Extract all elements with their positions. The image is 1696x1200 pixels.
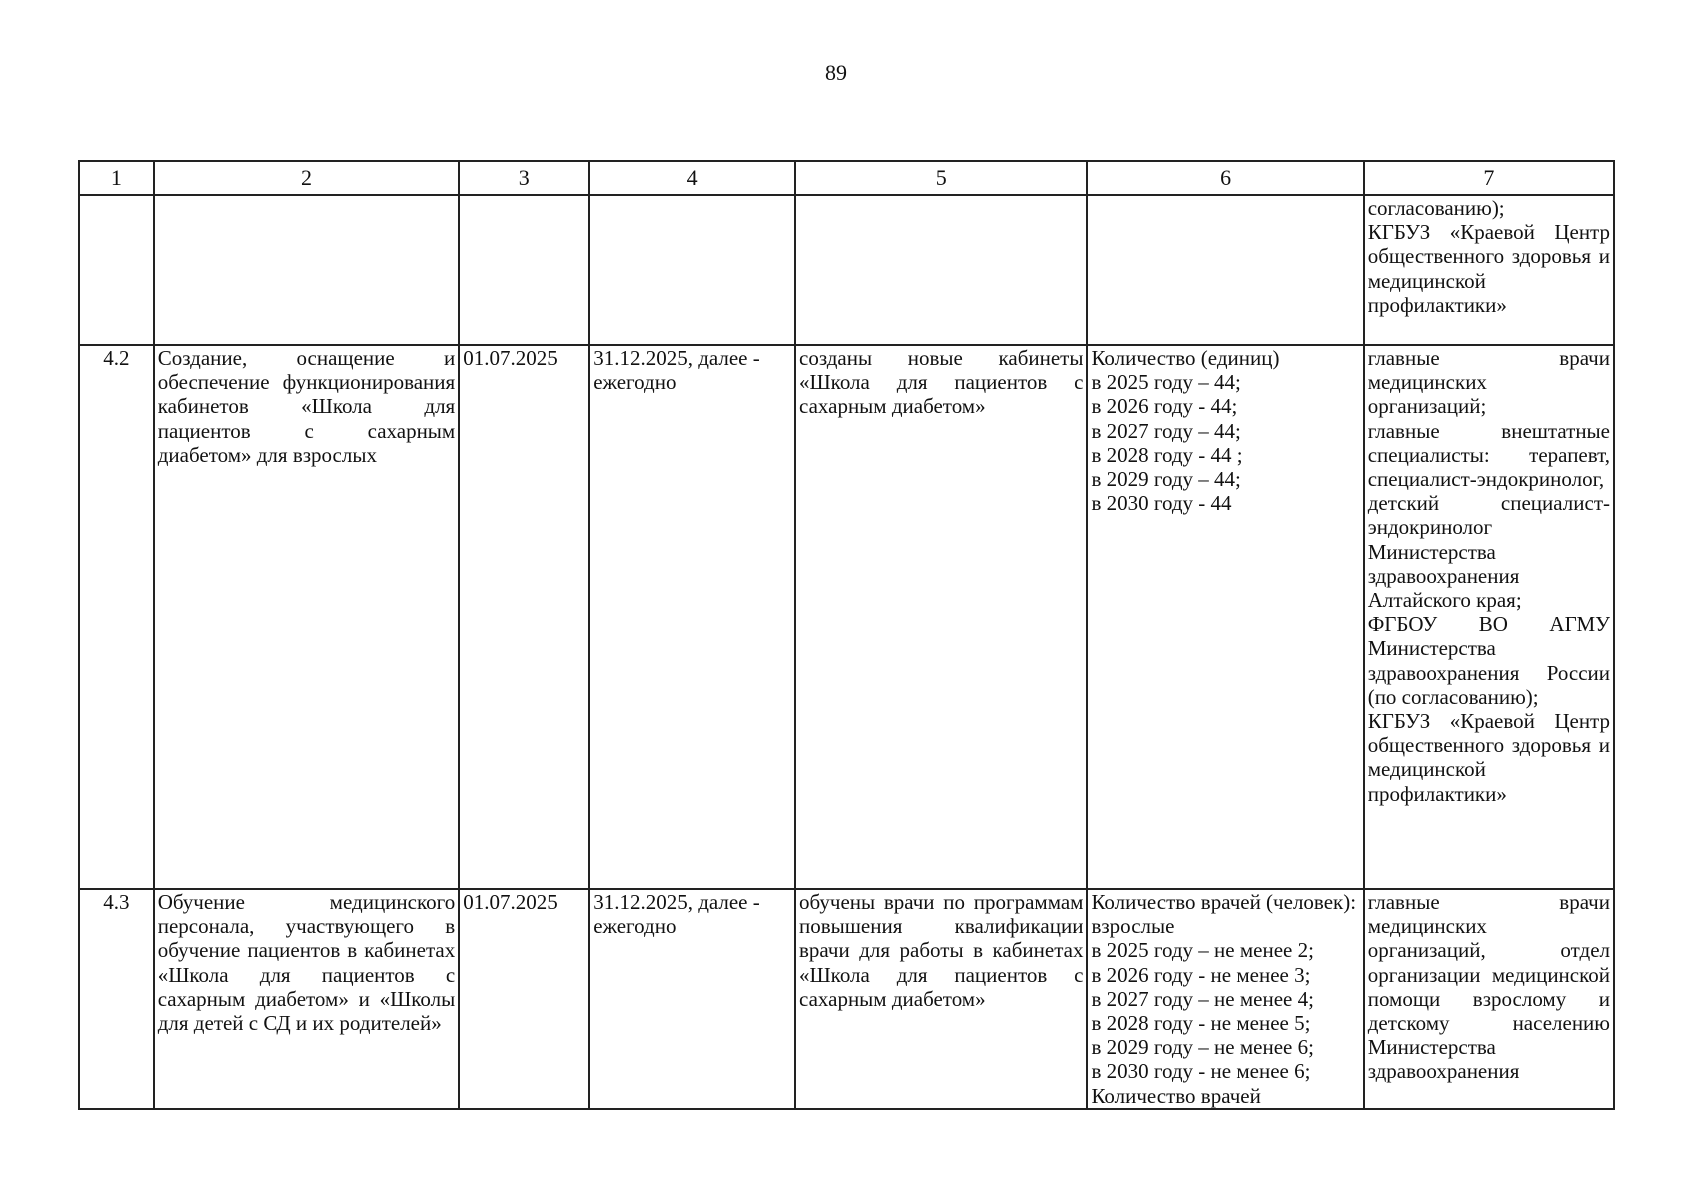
responsible-cell: главные врачи медицинских организаций; главные внештатные специалисты: терапевт, специалист-эндокринолог, детский специалист-эндокринолог Министерства здравоохранения Алтайского края; ФГБОУ ВО АГМУ Министерства здравоохранения России (по согласованию); КГБУЗ «Краевой Центр общественного здоровья и медицинской профилактики» — [1364, 345, 1614, 889]
result-cell: обучены врачи по программам повышения квалификации врачи для работы в кабинетах «Школа для пациентов с сахарным диабетом» — [795, 889, 1087, 1109]
header-cell: 5 — [795, 161, 1087, 195]
table-row — [79, 195, 1614, 345]
responsible-cell: главные врачи медицинских организаций, отдел организации медицинской помощи взрослому и детскому населению Министерства здравоохранения — [1364, 889, 1614, 1109]
end-date-cell — [589, 195, 795, 345]
row-number — [79, 195, 154, 345]
event-cell — [154, 195, 459, 345]
end-date-cell: 31.12.2025, далее - ежегодно — [589, 345, 795, 889]
indicator-cell: Количество врачей (человек): взрослые в 2025 году – не менее 2; в 2026 году - не менее 3; в 2027 году – не менее 4; в 2028 году - не менее 5; в 2029 году – не менее 6; в 2030 году - не менее 6; Количество врачей — [1087, 889, 1363, 1109]
plan-table — [78, 160, 1615, 1110]
indicator-cell: Количество (единиц) в 2025 году – 44; в 2026 году - 44; в 2027 году – 44; в 2028 году - 44 ; в 2029 году – 44; в 2030 году - 44 — [1087, 345, 1363, 889]
start-date-cell: 01.07.2025 — [459, 345, 589, 889]
result-cell: созданы новые кабинеты «Школа для пациентов с сахарным диабетом» — [795, 345, 1087, 889]
header-cell: 2 — [154, 161, 459, 195]
indicator-cell — [1087, 195, 1363, 345]
header-row — [79, 161, 1614, 195]
table-row — [79, 345, 1614, 889]
row-number: 4.3 — [79, 889, 154, 1109]
header-cell: 6 — [1087, 161, 1363, 195]
event-cell: Создание, оснащение и обеспечение функционирования кабинетов «Школа для пациентов с сахарным диабетом» для взрослых — [154, 345, 459, 889]
start-date-cell — [459, 195, 589, 345]
row-number: 4.2 — [79, 345, 154, 889]
header-cell: 4 — [589, 161, 795, 195]
start-date-cell: 01.07.2025 — [459, 889, 589, 1109]
header-cell: 3 — [459, 161, 589, 195]
header-cell: 1 — [79, 161, 154, 195]
end-date-cell: 31.12.2025, далее - ежегодно — [589, 889, 795, 1109]
responsible-cell: согласованию); КГБУЗ «Краевой Центр общественного здоровья и медицинской профилактики» — [1364, 195, 1614, 345]
header-cell: 7 — [1364, 161, 1614, 195]
result-cell — [795, 195, 1087, 345]
table-row — [79, 889, 1614, 1109]
page-number: 89 — [825, 60, 847, 85]
event-cell: Обучение медицинского персонала, участвующего в обучение пациентов в кабинетах «Школа для пациентов с сахарным диабетом» и «Школы для детей с СД и их родителей» — [154, 889, 459, 1109]
